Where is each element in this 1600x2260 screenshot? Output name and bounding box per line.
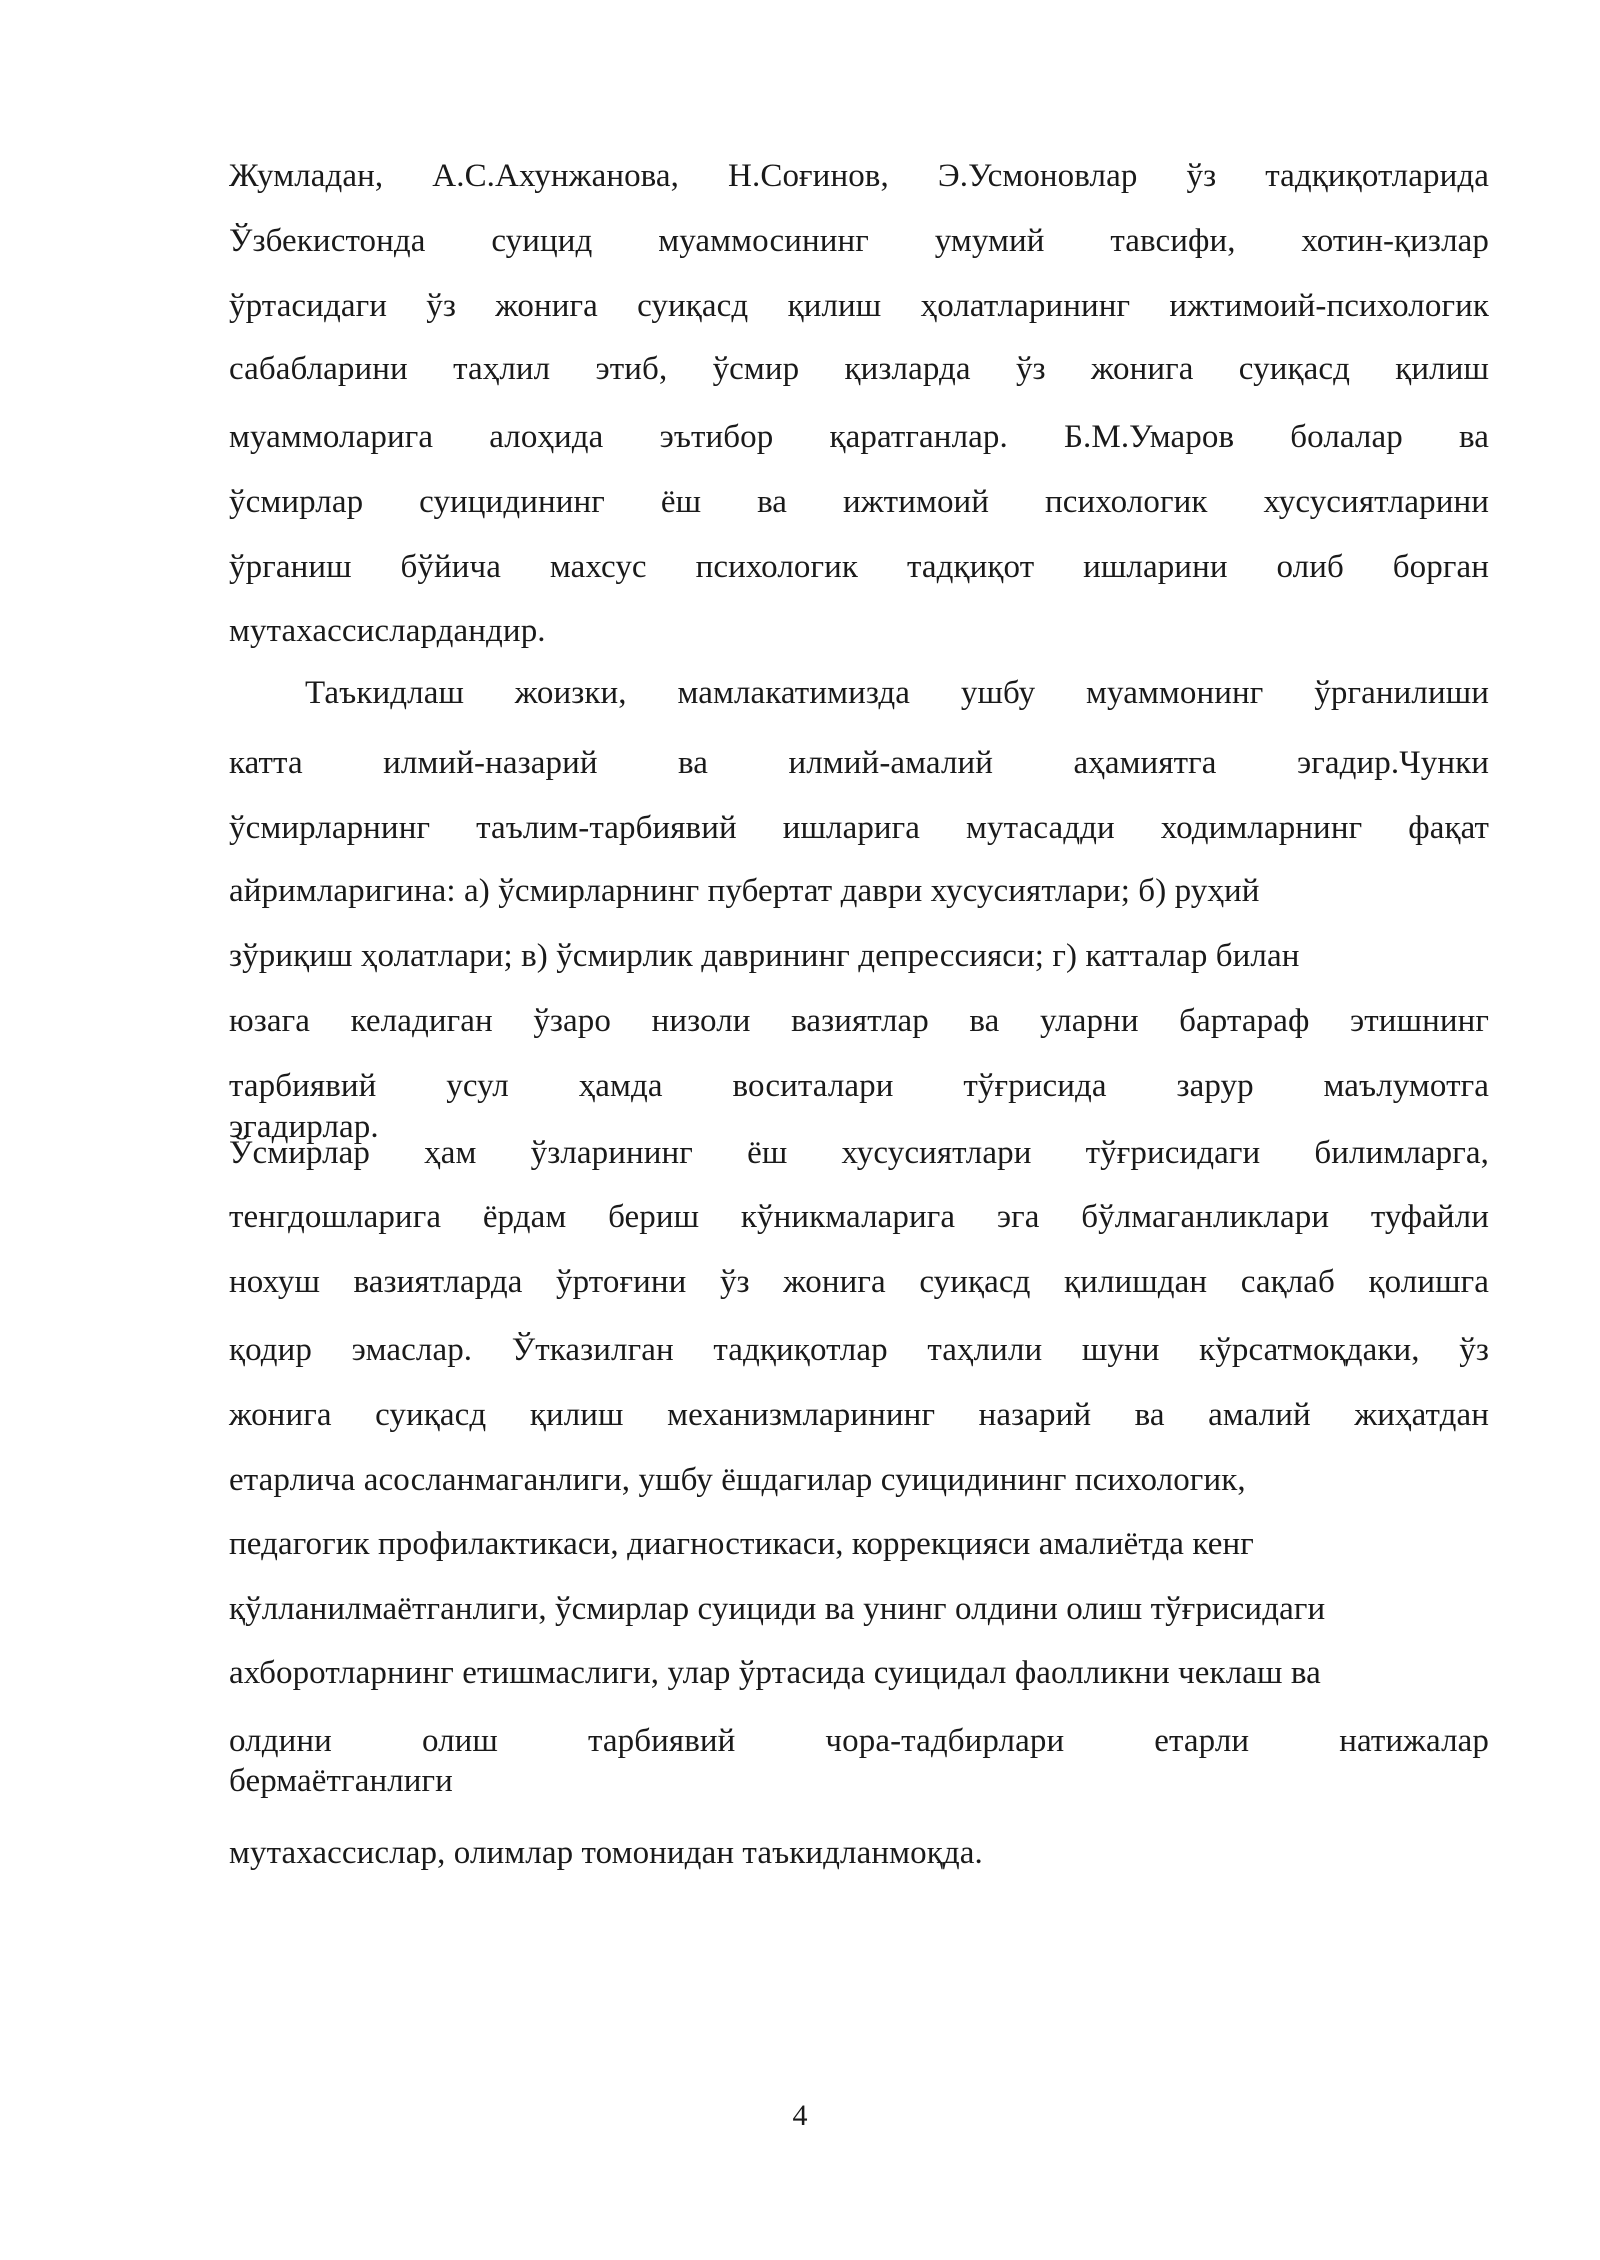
text-line: ўртасидаги ўз жонига суиқасд қилиш ҳолатларининг ижтимоий-психологик — [229, 288, 1489, 324]
text-line: мутахассислар, олимлар томонидан таъкидланмоқда. — [229, 1835, 983, 1871]
text-line: бермаётганлиги — [229, 1763, 453, 1799]
text-line: ахборотларнинг етишмаслиги, улар ўртасида суицидал фаолликни чеклаш ва — [229, 1655, 1321, 1691]
text-line: муаммоларига алоҳида эътибор қаратганлар. Б.М.Умаров болалар ва — [229, 419, 1489, 455]
text-line: Ўзбекистонда суицид муаммосининг умумий тавсифи, хотин-қизлар — [229, 223, 1489, 259]
paragraph-first-line: Таъкидлаш жоизки, мамлакатимизда ушбу муаммонинг ўрганилиши — [305, 675, 1489, 711]
text-line: юзага келадиган ўзаро низоли вазиятлар ва уларни бартараф этишнинг — [229, 1003, 1489, 1039]
text-line: жонига суиқасд қилиш механизмларининг назарий ва амалий жиҳатдан — [229, 1397, 1489, 1433]
text-line: ўсмирларнинг таълим-тарбиявий ишларига мутасадди ходимларнинг фақат — [229, 810, 1489, 846]
text-line: тенгдошларига ёрдам бериш кўникмаларига эга бўлмаганликлари туфайли — [229, 1199, 1489, 1235]
page-number: 4 — [792, 2099, 808, 2132]
text-line: мутахассислардандир. — [229, 613, 546, 649]
text-line: Жумладан, А.С.Ахунжанова, Н.Соғинов, Э.Усмоновлар ўз тадқиқотларида — [229, 158, 1489, 194]
text-line: Ўсмирлар ҳам ўзларининг ёш хусусиятлари тўғрисидаги билимларга, — [229, 1135, 1489, 1171]
text-line: нохуш вазиятларда ўртоғини ўз жонига суиқасд қилишдан сақлаб қолишга — [229, 1264, 1489, 1300]
text-line: айримларигина: а) ўсмирларнинг пубертат даври хусусиятлари; б) руҳий — [229, 873, 1260, 909]
text-line: ўсмирлар суицидининг ёш ва ижтимоий психологик хусусиятларини — [229, 484, 1489, 520]
text-line: қодир эмаслар. Ўтказилган тадқиқотлар таҳлили шуни кўрсатмоқдаки, ўз — [229, 1332, 1489, 1368]
text-line: олдини олиш тарбиявий чора-тадбирлари етарли натижалар — [229, 1723, 1489, 1759]
text-line: сабабларини таҳлил этиб, ўсмир қизларда ўз жонига суиқасд қилиш — [229, 351, 1489, 387]
text-line: зўриқиш ҳолатлари; в) ўсмирлик даврининг депрессияси; г) катталар билан — [229, 938, 1300, 974]
text-line: эгадирлар. — [229, 1109, 379, 1145]
text-line: ўрганиш бўйича махсус психологик тадқиқот ишларини олиб борган — [229, 549, 1489, 585]
text-line: етарлича асосланмаганлиги, ушбу ёшдагилар суицидининг психологик, — [229, 1462, 1246, 1498]
text-line: педагогик профилактикаси, диагностикаси, коррекцияси амалиётда кенг — [229, 1526, 1254, 1562]
text-line: катта илмий-назарий ва илмий-амалий аҳамиятга эгадир.Чунки — [229, 745, 1489, 781]
text-line: тарбиявий усул ҳамда воситалари тўғрисида зарур маълумотга — [229, 1068, 1489, 1104]
text-line: қўлланилмаётганлиги, ўсмирлар суициди ва унинг олдини олиш тўғрисидаги — [229, 1591, 1326, 1627]
